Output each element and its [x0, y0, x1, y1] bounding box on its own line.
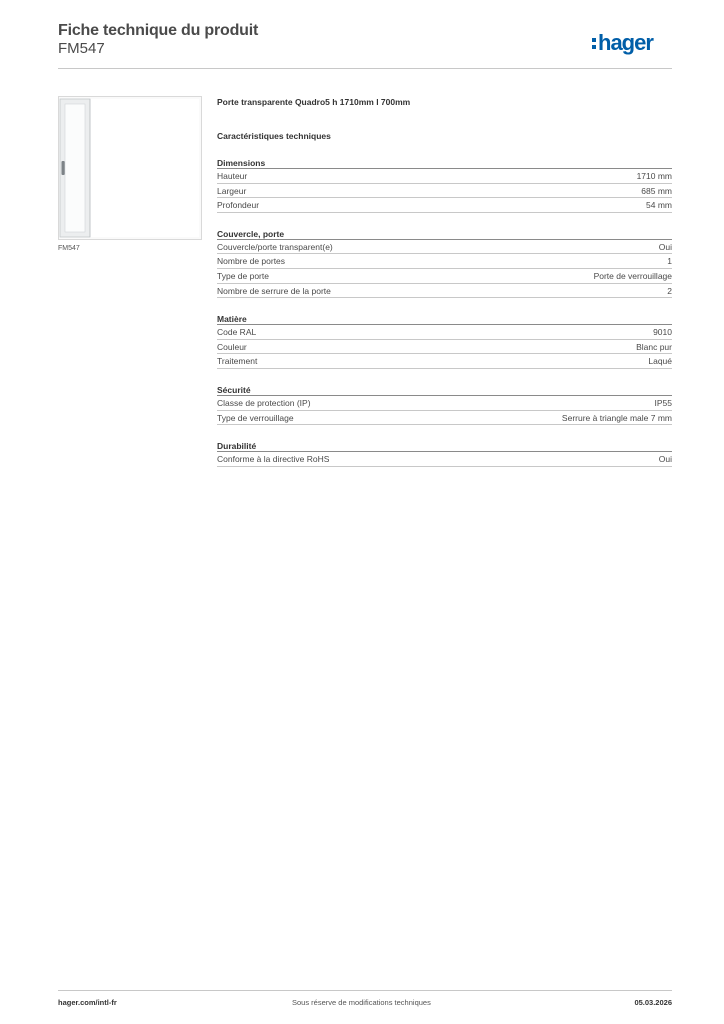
section-safety	[217, 385, 672, 425]
transparent-door-illustration	[59, 97, 201, 239]
characteristics-heading: Caractéristiques techniques	[217, 131, 331, 141]
section-title: Durabilité	[217, 441, 672, 452]
spec-label: Nombre de portes	[217, 256, 286, 267]
spec-label: Type de verrouillage	[217, 412, 294, 423]
spec-label: Couvercle/porte transparent(e)	[217, 241, 333, 252]
spec-value: Laqué	[648, 356, 672, 367]
section-title: Dimensions	[217, 158, 672, 169]
spec-value: Porte de verrouillage	[593, 270, 672, 281]
spec-value: 1710 mm	[636, 171, 672, 181]
spec-label: Type de porte	[217, 270, 269, 281]
spec-label: Couleur	[217, 341, 247, 352]
section-dimensions	[217, 158, 672, 213]
hager-logo	[592, 29, 672, 57]
spec-label: Profondeur	[217, 200, 260, 211]
spec-value: 9010	[653, 327, 672, 338]
logo-dot-top	[592, 38, 596, 42]
spec-label: Classe de protection (IP)	[217, 397, 311, 408]
spec-value: Oui	[658, 241, 672, 252]
spec-row	[217, 240, 672, 255]
spec-row	[217, 284, 672, 299]
spec-value: IP55	[654, 397, 672, 408]
logo-text: hager	[598, 30, 653, 55]
spec-row	[217, 340, 672, 355]
section-title: Matière	[217, 314, 672, 325]
document-date: 05.03.2026	[634, 998, 672, 1007]
spec-label: Nombre de serrure de la porte	[217, 285, 331, 296]
page-footer	[58, 998, 672, 1010]
spec-row	[217, 325, 672, 340]
website-link[interactable]: hager.com/intl-fr	[58, 998, 117, 1007]
product-reference: FM547	[58, 40, 105, 57]
spec-value: Blanc pur	[636, 341, 672, 352]
product-name: Porte transparente Quadro5 h 1710mm l 700mm	[217, 97, 411, 107]
spec-row	[217, 452, 672, 467]
section-cover-door	[217, 229, 672, 298]
spec-row	[217, 169, 672, 184]
spec-label: Code RAL	[217, 327, 257, 338]
logo-dot-bottom	[592, 45, 596, 49]
spec-row	[217, 198, 672, 213]
section-title: Couvercle, porte	[217, 229, 672, 240]
spec-value: Serrure à triangle male 7 mm	[561, 412, 672, 423]
spec-row	[217, 269, 672, 284]
spec-label: Conforme à la directive RoHS	[217, 454, 330, 465]
page-header	[58, 20, 672, 70]
spec-row	[217, 184, 672, 199]
product-specifications	[217, 96, 672, 467]
spec-value: Oui	[658, 454, 672, 465]
spec-value: 54 mm	[646, 200, 672, 211]
spec-row	[217, 411, 672, 426]
spec-value: 685 mm	[641, 185, 672, 196]
spec-label: Traitement	[217, 356, 258, 367]
spec-row	[217, 254, 672, 269]
footer-divider	[58, 990, 672, 991]
section-durability	[217, 441, 672, 467]
spec-row	[217, 396, 672, 411]
section-material	[217, 314, 672, 369]
spec-row	[217, 354, 672, 369]
disclaimer-text: Sous réserve de modifications techniques	[292, 998, 431, 1007]
spec-value: 1	[667, 256, 672, 267]
image-caption: FM547	[58, 245, 80, 252]
document-title: Fiche technique du produit	[58, 22, 259, 39]
spec-value: 2	[667, 285, 672, 296]
spec-label: Hauteur	[217, 171, 248, 181]
section-title: Sécurité	[217, 385, 672, 396]
product-image	[58, 96, 202, 240]
spec-label: Largeur	[217, 185, 247, 196]
header-divider	[58, 68, 672, 69]
